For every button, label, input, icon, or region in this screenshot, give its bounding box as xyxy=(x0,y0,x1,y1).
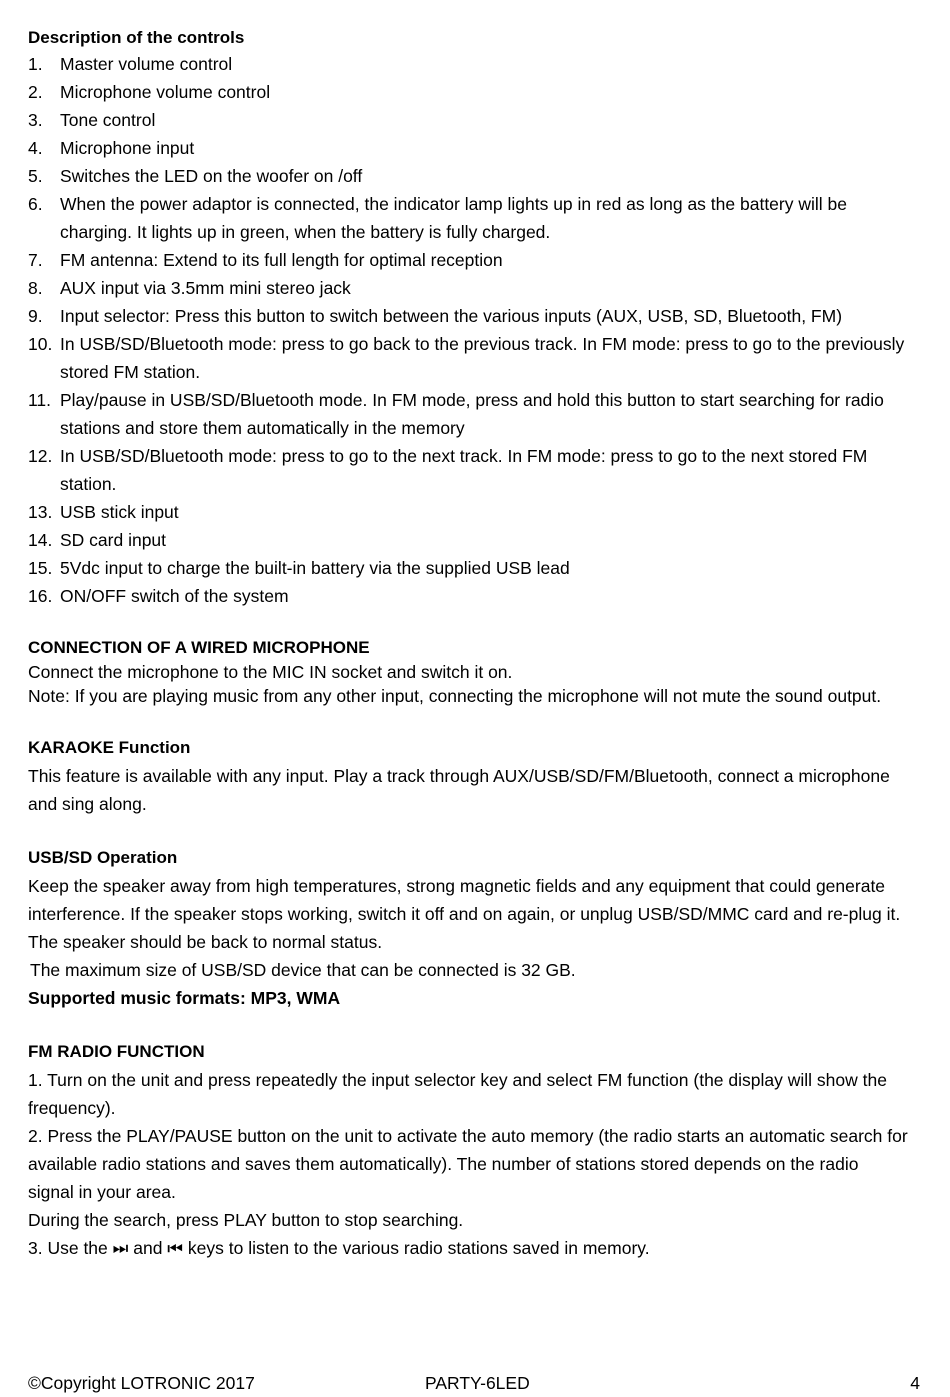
karaoke-text: This feature is available with any input. Play a track through AUX/USB/SD/FM/Bluetooth, connect a microphone and sing along. xyxy=(28,766,890,814)
fm-step-1: 1. Turn on the unit and press repeatedly the input selector key and select FM function (the display will show the frequency). xyxy=(28,1070,887,1118)
list-item xyxy=(28,134,908,162)
fm-step-2: 2. Press the PLAY/PAUSE button on the unit to activate the auto memory (the radio starts an automatic search for available radio stations and saves them automatically). The number of stations stored depends on the radio signal in your area. xyxy=(28,1126,908,1202)
usbsd-paragraph: Keep the speaker away from high temperatures, strong magnetic fields and any equipment that could generate interference. If the speaker stops working, switch it off and on again, or unplug USB/SD/MMC card and re-plug it. The speaker should be back to normal status. xyxy=(28,876,901,952)
item-text: Microphone volume control xyxy=(60,82,271,102)
item-number: 4. xyxy=(28,138,43,158)
list-item xyxy=(28,554,908,582)
list-item xyxy=(28,302,908,330)
fm-during-search: During the search, press PLAY button to stop searching. xyxy=(28,1210,464,1230)
list-item xyxy=(28,386,908,442)
item-text: Input selector: Press this button to switch between the various inputs (AUX, USB, SD, Bluetooth, FM) xyxy=(60,306,843,326)
list-item xyxy=(28,78,908,106)
item-number: 3. xyxy=(28,110,43,130)
item-number: 10. xyxy=(28,334,53,354)
item-number: 7. xyxy=(28,250,43,270)
item-text: SD card input xyxy=(60,530,167,550)
footer-copyright: ©Copyright LOTRONIC 2017 xyxy=(28,1373,255,1393)
usbsd-section xyxy=(28,844,908,1012)
usbsd-max-size: The maximum size of USB/SD device that can be connected is 32 GB. xyxy=(30,960,576,980)
item-number: 9. xyxy=(28,306,43,326)
list-item xyxy=(28,50,908,78)
document-page xyxy=(28,26,908,1262)
usbsd-formats: Supported music formats: MP3, WMA xyxy=(28,988,341,1008)
fm-heading: FM RADIO FUNCTION xyxy=(28,1042,205,1061)
mic-section xyxy=(28,636,908,708)
usbsd-heading: USB/SD Operation xyxy=(28,848,178,867)
item-text: In USB/SD/Bluetooth mode: press to go back to the previous track. In FM mode: press to go to the previously stored FM station. xyxy=(60,334,905,382)
footer-page-number: 4 xyxy=(910,1373,920,1393)
item-number: 11. xyxy=(28,390,52,410)
list-item xyxy=(28,582,908,610)
list-item xyxy=(28,330,908,386)
fm-step-3: 3. Use the ⏭ and ⏮ keys to listen to the various radio stations saved in memory. xyxy=(28,1238,650,1258)
item-number: 16. xyxy=(28,586,53,606)
list-item xyxy=(28,190,908,246)
item-number: 1. xyxy=(28,54,43,74)
karaoke-section xyxy=(28,734,908,818)
list-item xyxy=(28,274,908,302)
mic-heading: CONNECTION OF A WIRED MICROPHONE xyxy=(28,638,370,657)
item-text: Play/pause in USB/SD/Bluetooth mode. In FM mode, press and hold this button to start searching for radio stations and store them automatically in the memory xyxy=(60,390,884,438)
controls-heading: Description of the controls xyxy=(28,28,245,47)
mic-note: Note: If you are playing music from any other input, connecting the microphone will not mute the sound output. xyxy=(28,686,882,706)
item-number: 12. xyxy=(28,446,53,466)
item-text: In USB/SD/Bluetooth mode: press to go to the next track. In FM mode: press to go to the next stored FM station. xyxy=(60,446,868,494)
page-footer xyxy=(28,1369,920,1397)
item-text: AUX input via 3.5mm mini stereo jack xyxy=(60,278,351,298)
item-number: 13. xyxy=(28,502,53,522)
karaoke-heading: KARAOKE Function xyxy=(28,738,191,757)
list-item xyxy=(28,498,908,526)
item-number: 15. xyxy=(28,558,53,578)
item-text: Tone control xyxy=(60,110,156,130)
item-text: FM antenna: Extend to its full length for optimal reception xyxy=(60,250,503,270)
fm-section xyxy=(28,1038,908,1262)
item-text: ON/OFF switch of the system xyxy=(60,586,289,606)
controls-list xyxy=(28,50,908,610)
list-item xyxy=(28,106,908,134)
item-text: When the power adaptor is connected, the indicator lamp lights up in red as long as the battery will be charging. It lights up in green, when the battery is fully charged. xyxy=(60,194,847,242)
item-number: 8. xyxy=(28,278,43,298)
item-number: 6. xyxy=(28,194,43,214)
list-item xyxy=(28,442,908,498)
mic-instruction: Connect the microphone to the MIC IN socket and switch it on. xyxy=(28,662,513,682)
list-item xyxy=(28,526,908,554)
list-item xyxy=(28,162,908,190)
item-text: Switches the LED on the woofer on /off xyxy=(60,166,363,186)
item-text: Microphone input xyxy=(60,138,195,158)
item-text: 5Vdc input to charge the built-in battery via the supplied USB lead xyxy=(60,558,570,578)
item-number: 14. xyxy=(28,530,53,550)
item-number: 5. xyxy=(28,166,43,186)
list-item xyxy=(28,246,908,274)
footer-model: PARTY-6LED xyxy=(425,1373,530,1393)
item-text: Master volume control xyxy=(60,54,233,74)
item-text: USB stick input xyxy=(60,502,179,522)
item-number: 2. xyxy=(28,82,43,102)
